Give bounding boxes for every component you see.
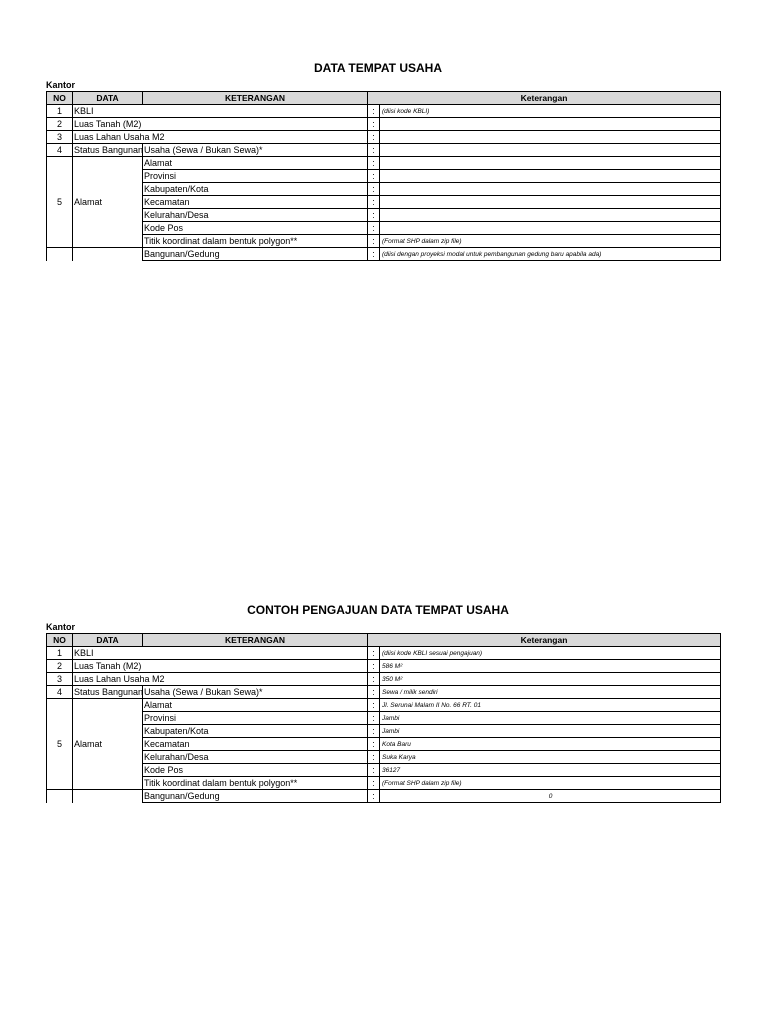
- header-keterangan-2: Keterangan: [368, 92, 721, 105]
- row-sub: Kecamatan: [143, 196, 368, 209]
- row-data: KBLI: [73, 105, 368, 118]
- colon: :: [368, 248, 380, 261]
- row-value: [380, 222, 721, 235]
- row-data-empty: [73, 248, 143, 261]
- example-table: [46, 633, 721, 803]
- row-value: [380, 131, 721, 144]
- colon: :: [368, 738, 380, 751]
- row-sub: Titik koordinat dalam bentuk polygon**: [143, 777, 368, 790]
- row-value: Jl. Serunai Malam II No. 66 RT. 01: [380, 699, 721, 712]
- colon: :: [368, 105, 380, 118]
- row-data: Luas Tanah (M2): [73, 660, 368, 673]
- section-title: CONTOH PENGAJUAN DATA TEMPAT USAHA: [247, 603, 509, 617]
- row-no-empty: [47, 248, 73, 261]
- table-row: [47, 699, 721, 712]
- colon: :: [368, 751, 380, 764]
- table-row: [47, 118, 721, 131]
- row-value: [380, 196, 721, 209]
- row-no: 2: [47, 118, 73, 131]
- row-value: [380, 144, 721, 157]
- row-value: 586 M²: [380, 660, 721, 673]
- row-data: Alamat: [73, 157, 143, 248]
- table-row: [47, 105, 721, 118]
- row-data: Status Bangunan: [74, 686, 144, 697]
- table-row: [47, 712, 721, 725]
- data-table: [46, 91, 721, 261]
- section-data-tempat-usaha: [46, 60, 720, 261]
- row-value: [380, 183, 721, 196]
- table-row: [47, 764, 721, 777]
- colon: :: [368, 712, 380, 725]
- row-no: 5: [47, 699, 73, 790]
- row-sub: Bangunan/Gedung: [143, 790, 368, 803]
- colon: :: [368, 699, 380, 712]
- row-no: 4: [47, 686, 73, 699]
- row-no: 2: [47, 660, 73, 673]
- row-sub: Kode Pos: [143, 222, 368, 235]
- table-row: [47, 248, 721, 261]
- colon: :: [368, 209, 380, 222]
- table-row: [47, 235, 721, 248]
- colon: :: [368, 222, 380, 235]
- row-value: Jambi: [380, 712, 721, 725]
- header-no: NO: [47, 92, 73, 105]
- table-row: [47, 170, 721, 183]
- row-sub: Kabupaten/Kota: [143, 183, 368, 196]
- row-sub: Kelurahan/Desa: [143, 751, 368, 764]
- table-row: [47, 751, 721, 764]
- section-title: DATA TEMPAT USAHA: [314, 61, 442, 75]
- colon: :: [368, 673, 380, 686]
- row-no: 1: [47, 647, 73, 660]
- row-value: [380, 118, 721, 131]
- table-header-row: [47, 634, 721, 647]
- colon: :: [368, 131, 380, 144]
- row-value: Suka Karya: [380, 751, 721, 764]
- table-row: [47, 209, 721, 222]
- row-sub: Kecamatan: [143, 738, 368, 751]
- table-row: [47, 131, 721, 144]
- colon: :: [368, 764, 380, 777]
- table-row: [47, 660, 721, 673]
- row-no-empty: [47, 790, 73, 803]
- row-value: [380, 209, 721, 222]
- table-label: Kantor: [46, 80, 75, 90]
- colon: :: [368, 157, 380, 170]
- colon: :: [368, 170, 380, 183]
- table-row: [47, 196, 721, 209]
- colon: :: [368, 790, 380, 803]
- row-value: [380, 170, 721, 183]
- row-no: 3: [47, 131, 73, 144]
- table-row: [47, 777, 721, 790]
- row-value: (Format SHP dalam zip file): [380, 235, 721, 248]
- colon: :: [368, 196, 380, 209]
- header-keterangan: KETERANGAN: [143, 634, 368, 647]
- row-value: [380, 157, 721, 170]
- row-sub: Kode Pos: [143, 764, 368, 777]
- row-sub: Bangunan/Gedung: [143, 248, 368, 261]
- row-data: KBLI: [73, 647, 368, 660]
- table-row: [47, 222, 721, 235]
- colon: :: [368, 235, 380, 248]
- table-header-row: [47, 92, 721, 105]
- header-keterangan: KETERANGAN: [143, 92, 368, 105]
- row-sub: Provinsi: [143, 170, 368, 183]
- table-label: Kantor: [46, 622, 75, 632]
- colon: :: [368, 647, 380, 660]
- row-data: Alamat: [73, 699, 143, 790]
- row-value: 36127: [380, 764, 721, 777]
- row-sub: Titik koordinat dalam bentuk polygon**: [143, 235, 368, 248]
- colon: :: [368, 144, 380, 157]
- table-row: [47, 144, 721, 157]
- header-data: DATA: [73, 634, 143, 647]
- row-no: 4: [47, 144, 73, 157]
- table-row: [47, 157, 721, 170]
- colon: :: [368, 660, 380, 673]
- row-data: Luas Tanah (M2): [73, 118, 368, 131]
- row-sub: Usaha (Sewa / Bukan Sewa)*: [143, 144, 368, 157]
- row-sub: Provinsi: [143, 712, 368, 725]
- row-data: Luas Lahan Usaha M2: [73, 673, 368, 686]
- row-value: (Format SHP dalam zip file): [380, 777, 721, 790]
- row-data: Luas Lahan Usaha M2: [73, 131, 368, 144]
- table-row: [47, 738, 721, 751]
- table-row: [47, 790, 721, 803]
- row-sub: Alamat: [143, 157, 368, 170]
- colon: :: [368, 686, 380, 699]
- row-no: 5: [47, 157, 73, 248]
- table-row: [47, 725, 721, 738]
- row-data: Status Bangunan: [74, 144, 144, 155]
- header-keterangan-2: Keterangan: [368, 634, 721, 647]
- colon: :: [368, 777, 380, 790]
- row-value: Jambi: [380, 725, 721, 738]
- row-sub: Alamat: [143, 699, 368, 712]
- row-value: (diisi kode KBLI sesuai pengajuan): [380, 647, 721, 660]
- row-value: Sewa / milik sendiri: [380, 686, 721, 699]
- row-value: Kota Baru: [380, 738, 721, 751]
- colon: :: [368, 183, 380, 196]
- section-contoh-pengajuan: [46, 602, 720, 803]
- header-data: DATA: [73, 92, 143, 105]
- row-value: 350 M²: [380, 673, 721, 686]
- colon: :: [368, 725, 380, 738]
- row-value: (diisi dengan proyeksi modal untuk pembangunan gedung baru apabila ada): [380, 248, 721, 261]
- colon: :: [368, 118, 380, 131]
- header-no: NO: [47, 634, 73, 647]
- table-row: [47, 673, 721, 686]
- row-data-empty: [73, 790, 143, 803]
- row-sub: Kabupaten/Kota: [143, 725, 368, 738]
- table-row: [47, 647, 721, 660]
- table-row: [47, 183, 721, 196]
- row-sub: Kelurahan/Desa: [143, 209, 368, 222]
- row-value: 0: [380, 790, 721, 803]
- row-no: 1: [47, 105, 73, 118]
- row-no: 3: [47, 673, 73, 686]
- row-sub: Usaha (Sewa / Bukan Sewa)*: [143, 686, 368, 699]
- table-row: [47, 686, 721, 699]
- row-value: (diisi kode KBLI): [380, 105, 721, 118]
